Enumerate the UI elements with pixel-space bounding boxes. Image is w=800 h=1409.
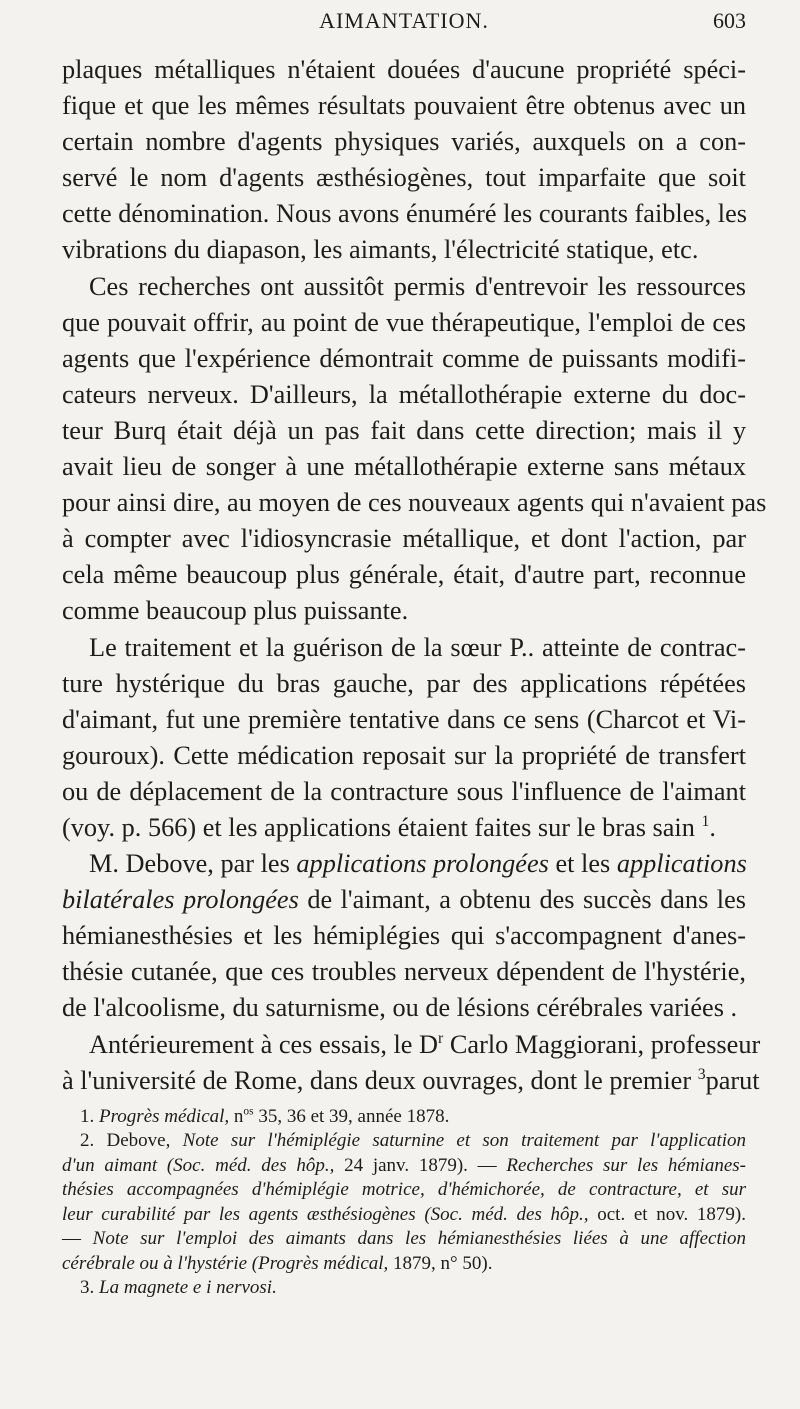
text-line: à compter avec l'idiosyncrasie métallique, et dont l'action, par — [62, 524, 746, 554]
footnote-marker: 1 — [701, 813, 710, 831]
text-line: Le traitement et la guérison de la sœur P.. atteinte de contrac- — [89, 632, 746, 662]
footnote-line — [62, 1227, 746, 1252]
text-line — [62, 846, 746, 882]
superscript: os — [243, 1105, 254, 1118]
footnote-title: thésies accompagnées d'hémiplégie motrice, d'hémichorée, de contracture, et sur — [62, 1179, 746, 1201]
footnote-number: 1. — [80, 1105, 95, 1127]
text-line: hémianesthésies et les hémiplégies qui s'accompagnent d'anes- — [62, 921, 746, 951]
text-segment: à l'université de Rome, dans deux ouvrages, dont le premier — [62, 1065, 692, 1095]
text-line: cela même beaucoup plus générale, était, d'autre part, reconnue — [62, 560, 746, 590]
italic-phrase: bilatérales prolongées — [62, 885, 299, 915]
footnotes — [62, 1105, 746, 1301]
text-line: Ces recherches ont aussitôt permis d'entrevoir les ressources — [89, 271, 746, 301]
footnote-line — [62, 1203, 746, 1228]
text-line: de l'alcoolisme, du saturnisme, ou de lésions cérébrales variées . — [62, 993, 738, 1023]
text-segment: de l'aimant, a obtenu des succès dans les — [307, 885, 746, 915]
italic-phrase: applications prolongées — [296, 849, 549, 879]
text-line: (voy. p. 566) et les applications étaient faites sur le bras sain $^1$. — [62, 812, 716, 842]
footnote-title: cérébrale ou à l'hystérie — [62, 1252, 248, 1274]
text-line: servé le nom d'agents æsthésiogènes, tout imparfaite que soit — [62, 163, 746, 193]
body-text — [62, 52, 767, 1099]
footnote-source: (Soc. méd. des hôp., — [166, 1154, 335, 1176]
text-line: cateurs nerveux. D'ailleurs, la métallothérapie externe du doc- — [62, 379, 746, 409]
text-segment: Carlo Maggiorani, professeur — [449, 1029, 761, 1059]
text-line: agents que l'expérience démontrait comme de puissants modifi- — [62, 343, 746, 373]
footnote-line — [62, 1252, 746, 1277]
text-line — [62, 1027, 761, 1063]
footnote-line — [62, 1178, 746, 1203]
text-segment: M. Debove, par les — [89, 849, 290, 879]
footnote-title: leur curabilité par les agents æsthésiogènes — [62, 1203, 416, 1225]
text-line: thésie cutanée, que ces troubles nerveux dépendent de l'hystérie, — [62, 957, 746, 987]
text-line: vibrations du diapason, les aimants, l'électricité statique, etc. — [62, 235, 699, 265]
running-title: AIMANTATION. — [319, 8, 489, 33]
text-line: ou de déplacement de la contracture sous l'influence de l'aimant — [62, 776, 746, 806]
footnote-text: 35, 36 et 39, année 1878. — [258, 1105, 450, 1127]
text-line: gouroux). Cette médication reposait sur la propriété de transfert — [62, 740, 746, 770]
footnote-text: — — [62, 1228, 81, 1250]
page-header — [62, 0, 746, 52]
footnote-source: (Progrès médical, — [251, 1252, 389, 1274]
footnote-number: 3. — [80, 1277, 95, 1299]
footnote-text: 1879, n° 50). — [393, 1252, 493, 1274]
text-line: teur Burq était déjà un pas fait dans cette direction; mais il y — [62, 415, 746, 445]
text-segment: Antérieurement à ces essais, le D — [89, 1029, 439, 1059]
footnote-title: La magnete e i nervosi. — [99, 1277, 277, 1299]
footnote-number: 2. — [80, 1130, 95, 1152]
text-segment: parut — [705, 1065, 760, 1095]
footnote-marker: 3 — [697, 1065, 706, 1083]
footnote-1 — [62, 1105, 746, 1130]
footnote-text: oct. et nov. 1879). — [597, 1203, 746, 1225]
footnote-title: Progrès médical, — [99, 1105, 230, 1127]
text-line: pour ainsi dire, au moyen de ces nouveaux agents qui n'avaient pas — [62, 488, 767, 518]
text-line: avait lieu de songer à une métallothérapie externe sans métaux — [62, 452, 746, 482]
text-line — [62, 882, 746, 918]
book-page — [62, 0, 767, 1301]
text-line: fique et que les mêmes résultats pouvaient être obtenus avec un — [62, 91, 746, 121]
footnote-2 — [62, 1129, 746, 1154]
text-segment: et les — [555, 849, 611, 879]
footnote-line — [62, 1154, 746, 1179]
text-line: comme beaucoup plus puissante. — [62, 596, 409, 626]
footnote-text: Debove, — [106, 1130, 171, 1152]
text-line: ture hystérique du bras gauche, par des applications répétées — [62, 668, 746, 698]
text-line — [62, 1063, 760, 1099]
text-segment: (voy. p. 566) et les applications étaient faites sur le bras sain — [62, 812, 695, 842]
footnote-title: d'un aimant — [62, 1154, 158, 1176]
footnote-title: Recherches sur les hémianes- — [506, 1154, 746, 1176]
text-line: d'aimant, fut une première tentative dans ce sens (Charcot et Vi- — [62, 704, 746, 734]
text-line: plaques métalliques n'étaient douées d'aucune propriété spéci- — [62, 55, 746, 84]
page-number: 603 — [713, 8, 746, 33]
footnote-source: (Soc. méd. des hôp., — [424, 1203, 589, 1225]
footnote-title: Note sur l'hémiplégie saturnine et son traitement par l'application — [182, 1130, 747, 1152]
text-line: certain nombre d'agents physiques variés, auxquels on a con- — [62, 127, 746, 157]
footnote-3 — [62, 1276, 746, 1301]
footnote-title: Note sur l'emploi des aimants dans les hémianesthésies liées à une affection — [92, 1228, 747, 1250]
italic-phrase: applications — [616, 849, 747, 879]
text-line: que pouvait offrir, au point de vue thérapeutique, l'emploi de ces — [62, 307, 746, 337]
footnote-text: n — [233, 1105, 244, 1127]
footnote-text: 24 janv. 1879). — — [344, 1154, 497, 1176]
text-line: cette dénomination. Nous avons énuméré les courants faibles, les — [62, 199, 747, 229]
superscript: r — [438, 1029, 444, 1047]
